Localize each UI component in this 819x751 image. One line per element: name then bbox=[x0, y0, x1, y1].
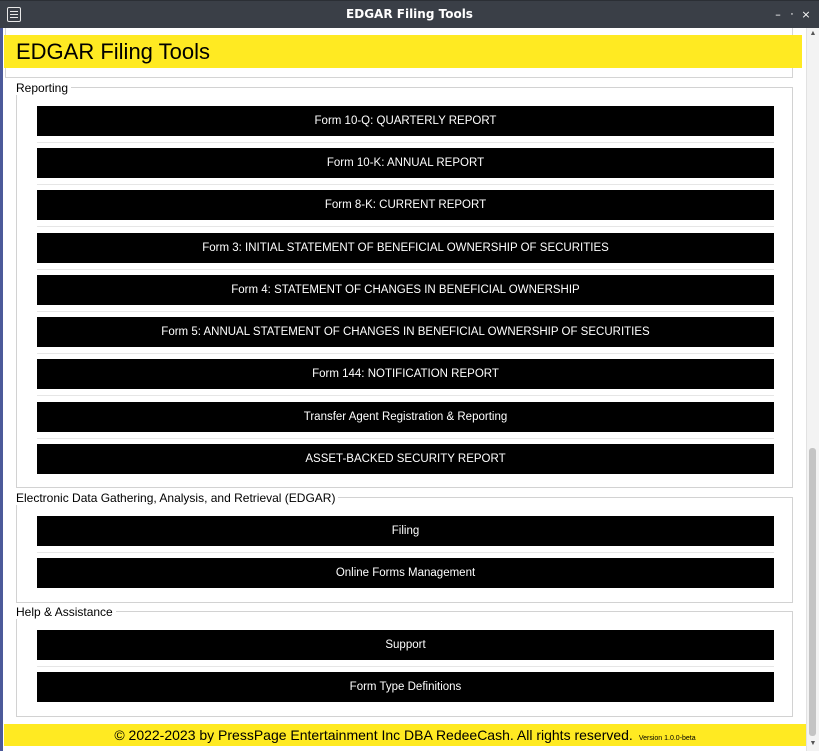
reporting-group bbox=[16, 81, 793, 488]
minimize-icon[interactable]: – bbox=[775, 8, 781, 21]
form-4-button[interactable]: Form 4: STATEMENT OF CHANGES IN BENEFICIAL OWNERSHIP bbox=[37, 275, 774, 305]
asset-backed-security-button[interactable]: ASSET-BACKED SECURITY REPORT bbox=[37, 444, 774, 474]
scroll-down-icon[interactable]: ▼ bbox=[809, 740, 817, 747]
support-button[interactable]: Support bbox=[37, 630, 774, 660]
edgar-group bbox=[16, 491, 793, 603]
filing-button[interactable]: Filing bbox=[37, 516, 774, 546]
vertical-scrollbar[interactable] bbox=[806, 28, 819, 751]
divider bbox=[37, 666, 774, 667]
divider bbox=[37, 269, 774, 270]
form-10q-button[interactable]: Form 10-Q: QUARTERLY REPORT bbox=[37, 106, 774, 136]
divider bbox=[37, 311, 774, 312]
help-group bbox=[16, 605, 793, 717]
divider bbox=[37, 438, 774, 439]
copyright-text: © 2022-2023 by PressPage Entertainment Inc DBA RedeeCash. All rights reserved. bbox=[114, 727, 633, 743]
window-controls bbox=[771, 7, 813, 22]
form-5-button[interactable]: Form 5: ANNUAL STATEMENT OF CHANGES IN BENEFICIAL OWNERSHIP OF SECURITIES bbox=[37, 317, 774, 347]
scrollbar-thumb[interactable] bbox=[809, 448, 816, 736]
divider bbox=[37, 353, 774, 354]
online-forms-management-button[interactable]: Online Forms Management bbox=[37, 558, 774, 588]
window-title: EDGAR Filing Tools bbox=[346, 7, 473, 21]
divider bbox=[37, 226, 774, 227]
divider bbox=[37, 142, 774, 143]
window-left-edge bbox=[0, 28, 3, 751]
form-8k-button[interactable]: Form 8-K: CURRENT REPORT bbox=[37, 190, 774, 220]
maximize-icon[interactable]: ⸱ bbox=[790, 8, 794, 21]
form-3-button[interactable]: Form 3: INITIAL STATEMENT OF BENEFICIAL OWNERSHIP OF SECURITIES bbox=[37, 233, 774, 263]
footer bbox=[4, 724, 806, 746]
footer-text-line bbox=[4, 727, 806, 743]
transfer-agent-button[interactable]: Transfer Agent Registration & Reporting bbox=[37, 402, 774, 432]
edgar-legend: Electronic Data Gathering, Analysis, and Retrieval (EDGAR) bbox=[14, 491, 338, 505]
window-titlebar bbox=[0, 0, 819, 28]
form-type-definitions-button[interactable]: Form Type Definitions bbox=[37, 672, 774, 702]
form-144-button[interactable]: Form 144: NOTIFICATION REPORT bbox=[37, 359, 774, 389]
reporting-legend: Reporting bbox=[14, 81, 71, 95]
close-icon[interactable]: × bbox=[801, 8, 811, 21]
help-legend: Help & Assistance bbox=[14, 605, 116, 619]
page-title: EDGAR Filing Tools bbox=[16, 39, 210, 64]
divider bbox=[37, 184, 774, 185]
scroll-up-icon[interactable]: ▲ bbox=[809, 30, 817, 37]
divider bbox=[37, 552, 774, 553]
form-10k-button[interactable]: Form 10-K: ANNUAL REPORT bbox=[37, 148, 774, 178]
divider bbox=[37, 395, 774, 396]
version-label: Version 1.0.0-beta bbox=[638, 735, 696, 742]
